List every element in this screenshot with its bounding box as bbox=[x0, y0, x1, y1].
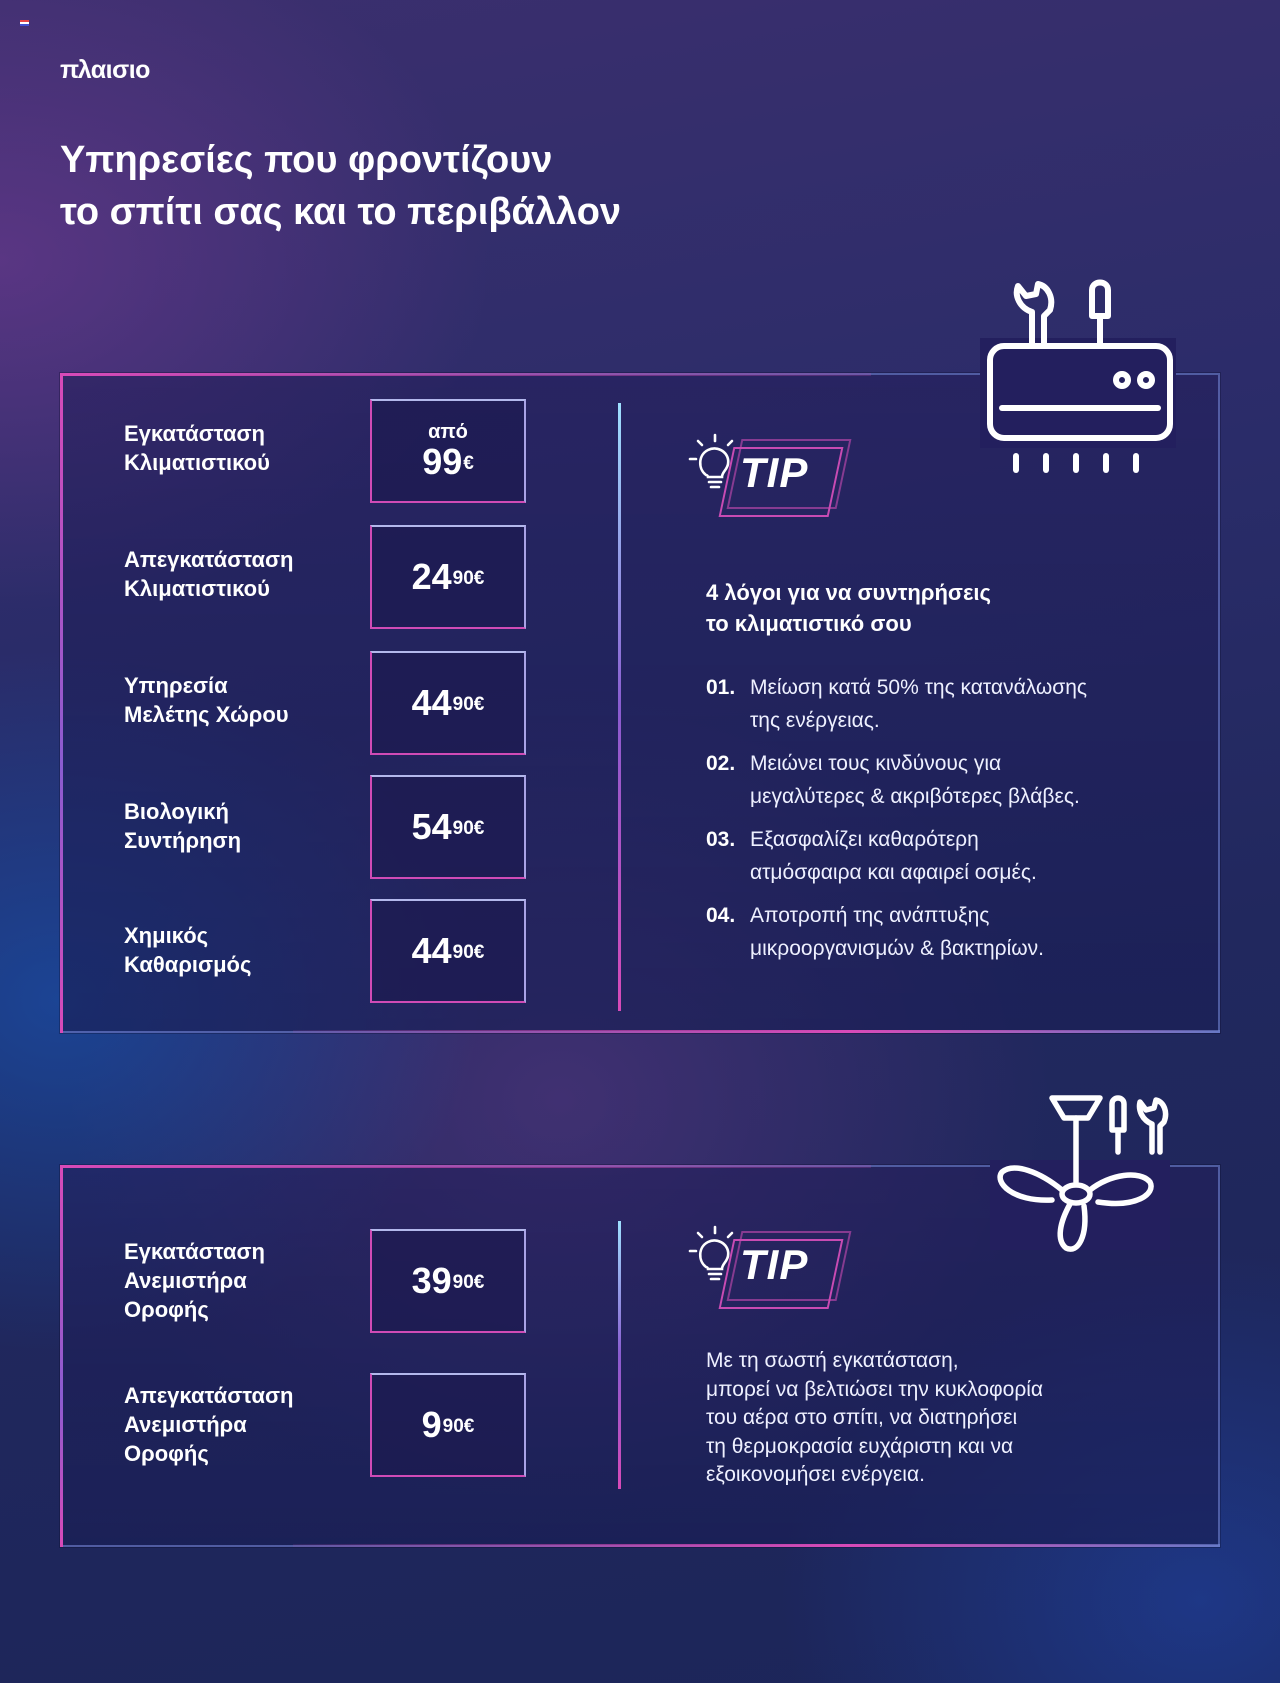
price-box bbox=[370, 899, 526, 1003]
list-item: 02. Μειώνει τους κινδύνους για μεγαλύτερες & ακριβότερες βλάβες. bbox=[706, 752, 1080, 808]
reasons-list bbox=[706, 671, 1176, 975]
price: $44^{90€}$ bbox=[411, 930, 485, 971]
panel-edge bbox=[60, 1165, 63, 1547]
vertical-divider bbox=[618, 1221, 621, 1489]
tip-title: 4 λόγοι για να συντηρήσεις το κλιματιστικό σου bbox=[706, 580, 991, 636]
service-name: Εγκατάσταση Κλιματιστικού bbox=[124, 421, 270, 475]
flag-icon bbox=[20, 20, 29, 26]
price-prefix: από bbox=[428, 421, 468, 443]
price: 99€ bbox=[422, 441, 474, 482]
list-item: 01. Μείωση κατά 50% της κατανάλωσης της ενέργειας. bbox=[706, 676, 1088, 732]
price: $39^{90€}$ bbox=[411, 1260, 485, 1301]
price: $54^{90€}$ bbox=[411, 806, 485, 847]
tip-label: TIP bbox=[740, 449, 809, 496]
service-name: Υπηρεσία Μελέτης Χώρου bbox=[124, 673, 289, 727]
page-headline bbox=[60, 134, 760, 238]
price-box bbox=[370, 651, 526, 755]
price-box bbox=[370, 1373, 526, 1477]
list-item: 03. Εξασφαλίζει καθαρότερη ατμόσφαιρα και αφαιρεί οσμές. bbox=[706, 828, 1037, 884]
price: $44^{90€}$ bbox=[411, 682, 485, 723]
price-box bbox=[370, 1229, 526, 1333]
brand-logo: πλαισιο bbox=[60, 56, 150, 84]
tip-label: TIP bbox=[740, 1241, 809, 1288]
price-box bbox=[370, 525, 526, 629]
ceiling-fan-tools-icon bbox=[990, 1090, 1190, 1265]
service-name: Απεγκατάσταση Ανεμιστήρα Οροφής bbox=[124, 1383, 294, 1466]
tip-badge bbox=[688, 431, 848, 521]
air-conditioner-tools-icon bbox=[970, 276, 1190, 481]
price: $9^{90€}$ bbox=[421, 1404, 475, 1445]
list-item: 04. Αποτροπή της ανάπτυξης μικροοργανισμών & βακτηρίων. bbox=[706, 904, 1044, 960]
price-box bbox=[370, 775, 526, 879]
service-name: Απεγκατάσταση Κλιματιστικού bbox=[124, 547, 294, 601]
headline-line-2: το σπίτι σας και το περιβάλλον bbox=[60, 191, 622, 233]
tip-paragraph: Με τη σωστή εγκατάσταση, μπορεί να βελτιώσει την κυκλοφορία του αέρα στο σπίτι, να διατηρήσει τη θερμοκρασία ευχάριστη και να εξοικονομήσει ενέργεια. bbox=[706, 1349, 1044, 1486]
price: $24^{90€}$ bbox=[411, 556, 485, 597]
tip-badge bbox=[688, 1223, 848, 1313]
service-name: Βιολογική Συντήρηση bbox=[124, 799, 242, 853]
service-name: Χημικός Καθαρισμός bbox=[124, 923, 252, 977]
panel-edge bbox=[60, 373, 63, 1033]
service-name: Εγκατάσταση Ανεμιστήρα Οροφής bbox=[124, 1239, 265, 1322]
headline-line-1: Υπηρεσίες που φροντίζουν bbox=[60, 139, 553, 181]
price-box bbox=[370, 399, 526, 503]
vertical-divider bbox=[618, 403, 621, 1011]
